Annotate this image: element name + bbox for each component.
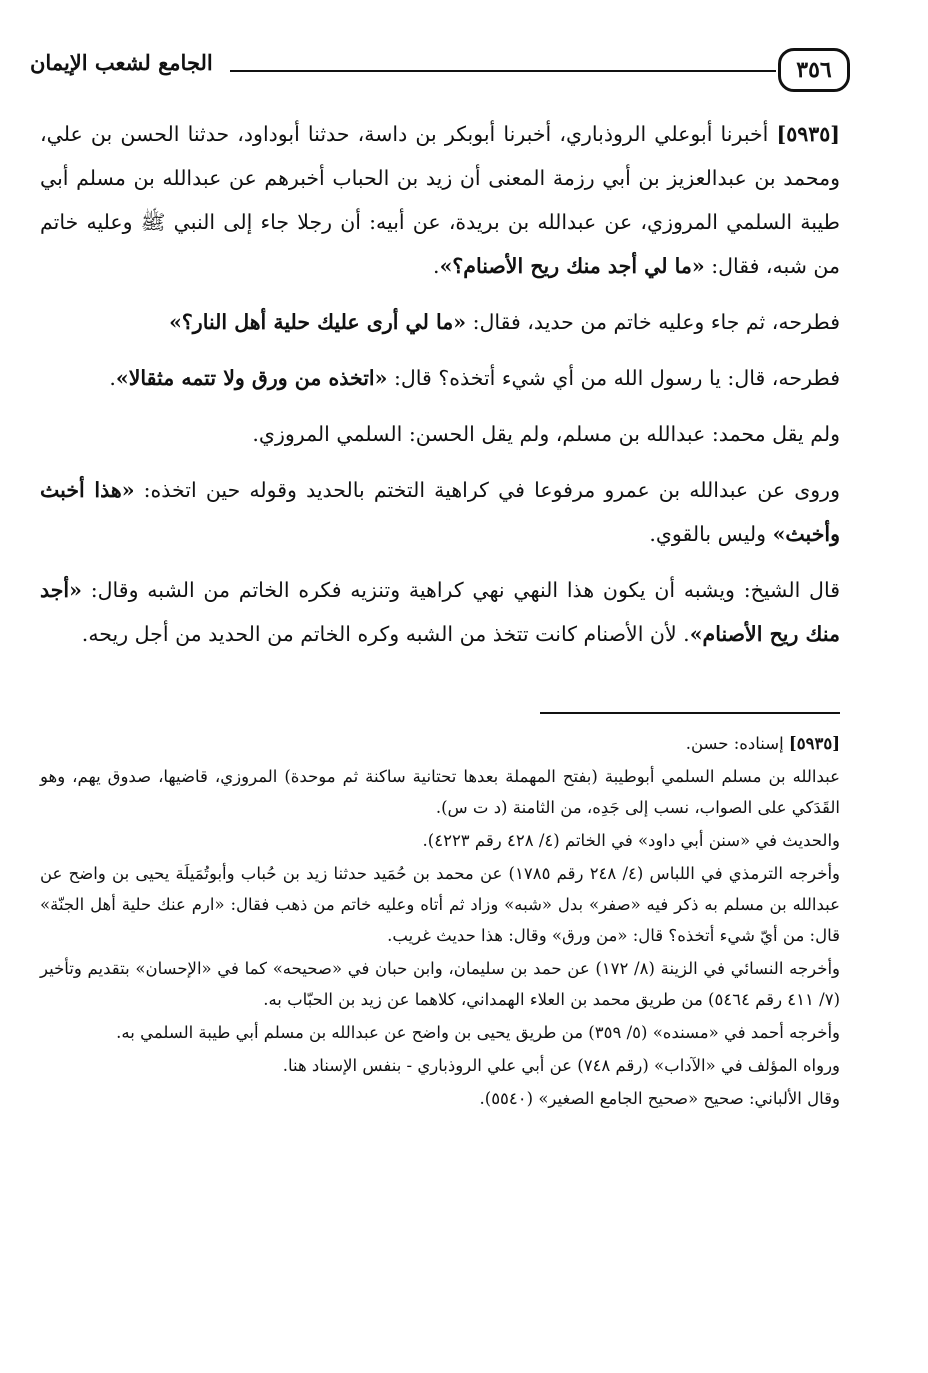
paragraph-text: فطرحه، قال: يا رسول الله من أي شيء أتخذه؟ قال:: [387, 366, 840, 390]
footnote-item: [40, 728, 840, 759]
paragraph-text: قال الشيخ: ويشبه أن يكون هذا النهي نهي كراهية وتنزيه فكره الخاتم من الشبه وقال:: [81, 578, 840, 602]
main-text: [40, 112, 840, 668]
footnote-item: وأخرجه النسائي في الزينة (٨/ ١٧٢) عن حمد بن سليمان، وابن حبان في «صحيحه» كما في «الإحسان» بتقديم وتأخير (٧/ ٤١١ رقم ٥٤٦٤) من طريق محمد بن العلاء الهمداني، كلاهما عن زيد بن الحبّاب به.: [40, 959, 840, 1009]
footnote-separator: [540, 712, 840, 714]
paragraph-4: ولم يقل محمد: عبدالله بن مسلم، ولم يقل الحسن: السلمي المروزي.: [252, 422, 840, 446]
page-number: ٣٥٦: [778, 48, 850, 92]
hadith-quote: «ما لي أجد منك ريح الأصنام؟»: [439, 254, 705, 278]
page-header: [30, 40, 850, 100]
running-title: الجامع لشعب الإيمان: [30, 50, 213, 75]
punctuation: .: [433, 254, 440, 278]
paragraph-5: [40, 468, 840, 556]
hadith-quote: «اتخذه من ورق ولا تتمه مثقالا»: [115, 366, 388, 390]
hadith-number: [٥٩٣٥]: [776, 122, 840, 146]
hadith-quote: «ما لي أرى عليك حلية أهل النار؟»: [169, 310, 467, 334]
hadith-quote: «أجد منك ريح الأصنام»: [40, 578, 840, 646]
hadith-paragraph: [40, 112, 840, 288]
paragraph-6: [40, 568, 840, 656]
footnote-item: والحديث في «سنن أبي داود» في الخاتم (٤/ ٤٢٨ رقم ٤٢٢٣).: [422, 831, 840, 850]
footnote-item: وأخرجه أحمد في «مسنده» (٥/ ٣٥٩) من طريق يحيى بن واضح عن عبدالله بن مسلم أبي طيبة السلمي به.: [116, 1023, 840, 1042]
header-rule: [230, 70, 776, 72]
paragraph-2: [40, 300, 840, 344]
footnotes: [40, 728, 840, 1116]
footnote-item: ورواه المؤلف في «الآداب» (رقم ٧٤٨) عن أبي علي الروذباري - بنفس الإسناد هنا.: [282, 1056, 840, 1075]
footnote-item: عبدالله بن مسلم السلمي أبوطيبة (بفتح المهملة بعدها تحتانية ساكنة ثم موحدة) المروزي، قاضيها، صدوق يهم، وهو القَدَكي على الصواب، نسب إلى جَدِه، من الثامنة (د ت س).: [40, 767, 840, 817]
punctuation: .: [109, 366, 116, 390]
paragraph-text: وليس بالقوي.: [649, 522, 773, 546]
paragraph-3: [40, 356, 840, 400]
paragraph-text: وروى عن عبدالله بن عمرو مرفوعا في كراهية التختم بالحديد وقوله حين اتخذه:: [134, 478, 840, 502]
hadith-quote: «هذا أخبث وأخبث»: [40, 478, 840, 546]
footnote-item: وأخرجه الترمذي في اللباس (٤/ ٢٤٨ رقم ١٧٨٥) عن محمد بن حُمَيد حدثنا زيد بن حُباب وأبوتُمَيلَة يحيى بن واضح عن عبدالله بن مسلم به ذكر فيه «صفر» بدل «شبه» وزاد ثم أتاه وعليه خاتم من ذهب فقال: «ارم عنك حلية أهل الجنّة» قال: من أيّ شيء أتخذه؟ قال: «من ورق» وقال: هذا حديث غريب.: [40, 864, 841, 945]
footnote-item: وقال الألباني: صحيح «صحيح الجامع الصغير» (٥٥٤٠).: [479, 1089, 840, 1108]
paragraph-text: . لأن الأصنام كانت تتخذ من الشبه وكره الخاتم من الحديد من أجل ريحه.: [81, 622, 690, 646]
paragraph-text: فطرحه، ثم جاء وعليه خاتم من حديد، فقال:: [466, 310, 840, 334]
footnote-number: [٥٩٣٥]: [788, 734, 840, 753]
footnote-text: إسناده: حسن.: [685, 734, 789, 753]
hadith-chain: أخبرنا أبوعلي الروذباري، أخبرنا أبوبكر بن داسة، حدثنا أبوداود، حدثنا الحسن بن علي، ومحمد بن عبدالعزيز بن أبي رزمة المعنى أن زيد بن الحباب أخبرهم عن عبدالله بن مسلم أبي طيبة السلمي المروزي، عن عبدالله بن بريدة، عن أبيه: أن رجلا جاء إلى النبي ﷺ وعليه خاتم من شبه، فقال:: [40, 122, 840, 278]
